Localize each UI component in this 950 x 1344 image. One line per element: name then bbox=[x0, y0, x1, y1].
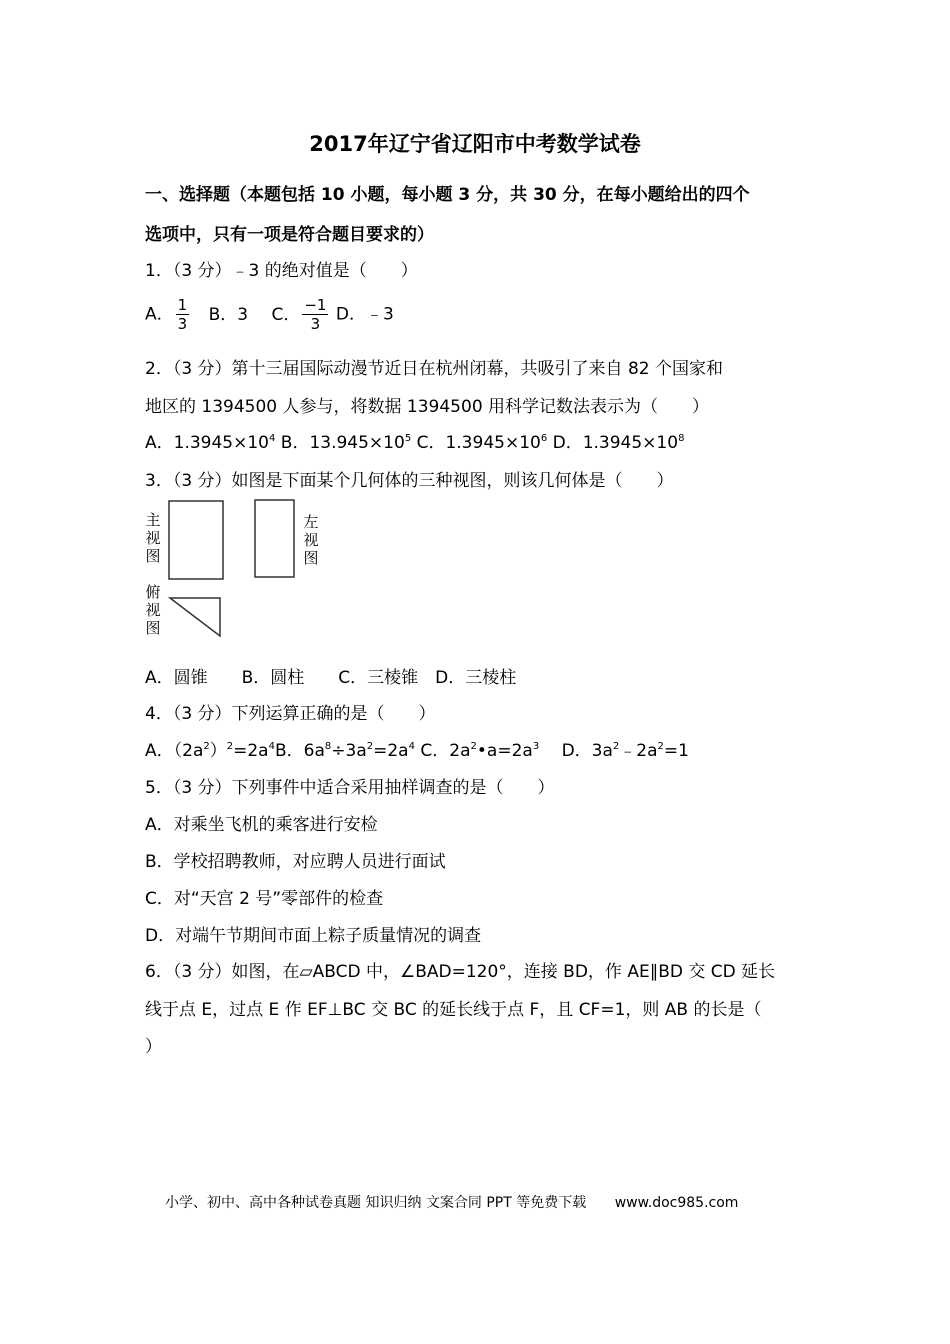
q1-option-b: B．3 bbox=[208, 304, 249, 325]
question-1-stem: 1．（3 分）﹣3 的绝对值是（ ） bbox=[145, 261, 418, 281]
question-2-line2: 地区的 1394500 人参与，将数据 1394500 用科学记数法表示为（ ） bbox=[145, 397, 710, 417]
three-views-drawing bbox=[140, 495, 340, 645]
top-view-triangle bbox=[170, 598, 220, 636]
section-heading-line2: 选项中，只有一项是符合题目要求的） bbox=[145, 225, 434, 245]
section-heading-line1: 一、选择题（本题包括 10 小题，每小题 3 分，共 30 分，在每小题给出的四个 bbox=[145, 185, 750, 205]
q4-option-a-part1: A．（2a bbox=[145, 741, 204, 761]
q4-b-exp1: 8 bbox=[324, 741, 332, 752]
question-5-stem: 5．（3 分）下列事件中适合采用抽样调查的是（ ） bbox=[145, 778, 555, 798]
q4-option-b-part3: =2a bbox=[373, 741, 409, 761]
page-title: 2017年辽宁省辽阳市中考数学试卷 bbox=[309, 132, 641, 156]
q5-option-a: A．对乘坐飞机的乘客进行安检 bbox=[145, 815, 378, 835]
q4-b-exp2: 2 bbox=[366, 741, 374, 752]
question-6-line2: 线于点 E，过点 E 作 EF⊥BC 交 BC 的延长线于点 F，且 CF=1，则 AB 的长是（ bbox=[145, 1000, 762, 1020]
q4-option-b-part1: B．6a bbox=[274, 741, 325, 761]
q4-option-c-part2: •a=2a bbox=[476, 741, 533, 761]
top-view-char-1: 俯 bbox=[145, 583, 161, 601]
question-4-options bbox=[145, 736, 689, 761]
q4-a-exp1: 2 bbox=[203, 741, 210, 752]
q1-option-c-label: C． bbox=[271, 304, 301, 325]
q1-option-d: D．﹣3 bbox=[335, 304, 394, 325]
page-footer bbox=[165, 1192, 738, 1212]
front-view-rectangle bbox=[169, 501, 223, 579]
q2-option-d: D．1.3945×10 bbox=[547, 433, 679, 453]
q4-a-exp3: 4 bbox=[268, 741, 275, 752]
q4-option-b-part2: ÷3a bbox=[331, 741, 367, 761]
front-view-char-1: 主 bbox=[145, 511, 161, 529]
question-1-options bbox=[145, 296, 394, 333]
q2-option-b: B．13.945×10 bbox=[275, 433, 405, 453]
q4-option-d-part1: D．3a bbox=[539, 741, 613, 761]
q4-option-a-part3: =2a bbox=[233, 741, 269, 761]
q1-option-a-fraction bbox=[176, 296, 190, 333]
question-4-stem: 4．（3 分）下列运算正确的是（ ） bbox=[145, 704, 436, 724]
q1-c-numerator: −1 bbox=[304, 296, 327, 314]
q4-option-d-part3: =1 bbox=[663, 741, 689, 761]
q4-option-d-part2: ﹣2a bbox=[619, 741, 658, 761]
q4-c-exp1: 2 bbox=[470, 741, 477, 752]
q1-c-denominator: 3 bbox=[310, 315, 321, 333]
q2-b-exponent: 5 bbox=[404, 433, 412, 444]
q2-a-exponent: 4 bbox=[269, 433, 276, 444]
side-view-char-3: 图 bbox=[303, 549, 319, 567]
q1-option-a-label: A． bbox=[145, 304, 174, 325]
question-6-line1: 6．（3 分）如图，在▱ABCD 中，∠BAD=120°，连接 BD，作 AE∥BD 交 CD 延长 bbox=[145, 962, 776, 982]
footer-link[interactable]: www.doc985.com bbox=[614, 1195, 739, 1211]
q4-a-exp2: 2 bbox=[226, 741, 234, 752]
q2-c-exponent: 6 bbox=[540, 433, 548, 444]
top-view-char-3: 图 bbox=[145, 619, 161, 637]
q4-d-exp2: 2 bbox=[657, 741, 664, 752]
q4-option-c-part1: C．2a bbox=[414, 741, 471, 761]
q2-d-exponent: 8 bbox=[678, 433, 685, 444]
q4-option-a-part2: ） bbox=[209, 741, 227, 761]
q5-option-b: B．学校招聘教师，对应聘人员进行面试 bbox=[145, 852, 446, 872]
question-3-options: A．圆锥 B．圆柱 C．三棱锥 D．三棱柱 bbox=[145, 668, 517, 688]
question-6-line3: ） bbox=[145, 1037, 162, 1057]
question-2-line1: 2．（3 分）第十三届国际动漫节近日在杭州闭幕，共吸引了来自 82 个国家和 bbox=[145, 359, 723, 379]
three-views-figure bbox=[140, 495, 340, 645]
footer-text: 小学、初中、高中各种试卷真题 知识归纳 文案合同 PPT 等免费下载 bbox=[165, 1195, 587, 1211]
top-view-char-2: 视 bbox=[145, 601, 161, 619]
q1-a-numerator: 1 bbox=[177, 296, 188, 314]
q2-option-c: C．1.3945×10 bbox=[411, 433, 541, 453]
side-view-char-2: 视 bbox=[303, 531, 319, 549]
q4-d-exp1: 2 bbox=[612, 741, 620, 752]
q4-b-exp3: 4 bbox=[408, 741, 415, 752]
side-view-rectangle bbox=[255, 500, 294, 577]
question-3-stem: 3．（3 分）如图是下面某个几何体的三种视图，则该几何体是（ ） bbox=[145, 471, 674, 491]
q1-a-denominator: 3 bbox=[177, 315, 188, 333]
question-2-options bbox=[145, 428, 684, 453]
side-view-char-1: 左 bbox=[303, 513, 319, 531]
front-view-char-2: 视 bbox=[145, 529, 161, 547]
q5-option-c: C．对“天宫 2 号”零部件的检查 bbox=[145, 889, 384, 909]
front-view-char-3: 图 bbox=[145, 547, 161, 565]
q2-option-a: A．1.3945×10 bbox=[145, 433, 269, 453]
q5-option-d: D．对端午节期间市面上粽子质量情况的调查 bbox=[145, 926, 482, 946]
q1-option-c-fraction bbox=[302, 296, 328, 333]
q4-c-exp2: 3 bbox=[532, 741, 540, 752]
